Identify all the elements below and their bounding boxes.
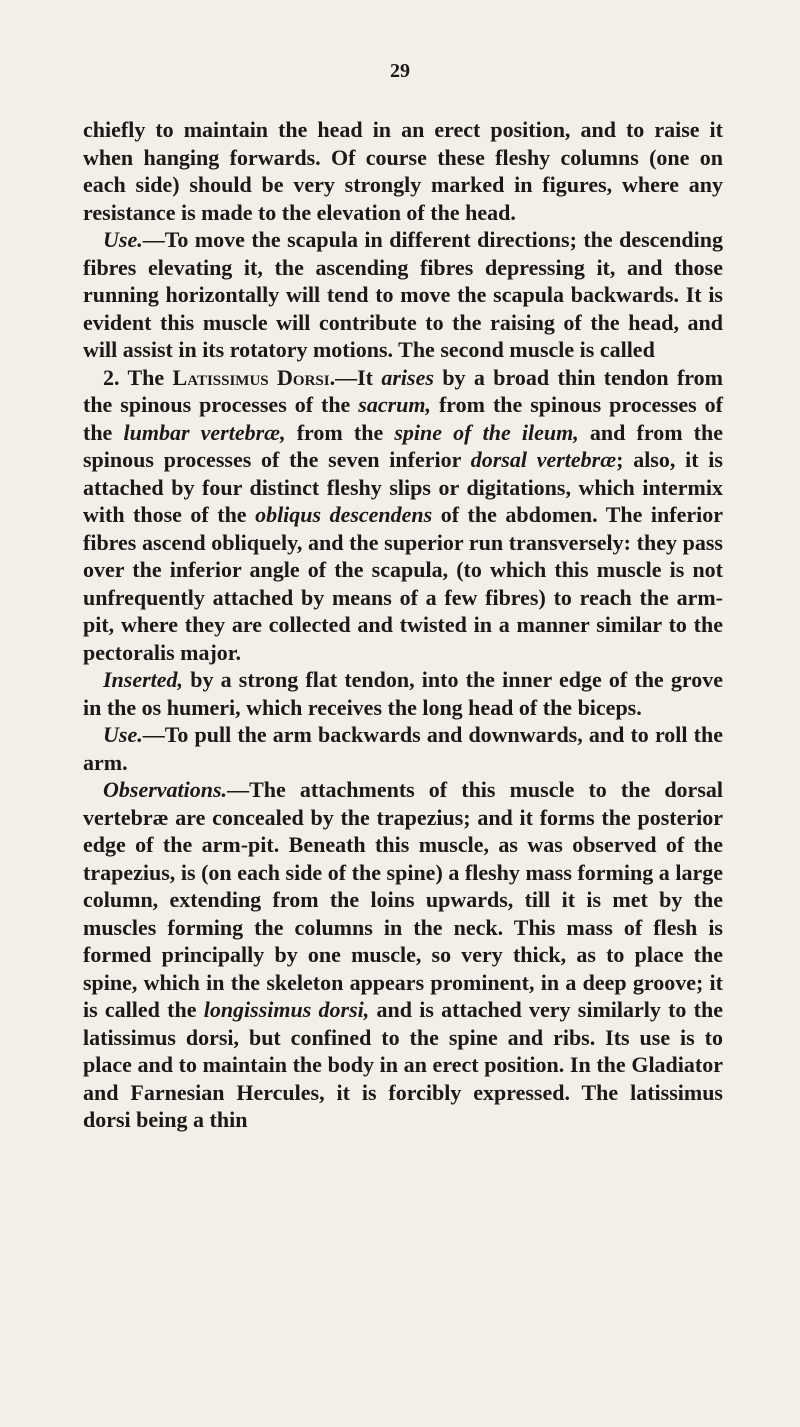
smallcaps-run: Latissimus Dorsi xyxy=(172,364,330,390)
text-run: and is attached very similarly to the latissimus dorsi, but confined to the spine and ribs. Its use is to place and to maintain the body in an erect position. In the Gladiator and Farnesian Hercules, it is forcibly expressed. The latissimus dorsi being a thin xyxy=(83,997,723,1132)
italic-run: obliqus descendens xyxy=(255,502,433,527)
page-number: 29 xyxy=(390,60,410,82)
text-run: from the spinous processes of the xyxy=(83,392,723,445)
italic-run: longissimus dorsi, xyxy=(203,997,370,1022)
text-run: —To move the scapula in different directions; the descending fibres elevating it, the ascending fibres depressing it, and those running horizontally will tend to move the scapula backwards. It is evident this muscle will contribute to the raising of the head, and will assist in its rotatory motions. The second muscle is called xyxy=(83,227,723,362)
text-run: chiefly to maintain the head in an erect position, and to raise it when hanging forwards. Of course these fleshy columns (one on each side) should be very strongly marked in figures, where any resistance is made to the elevation of the head. xyxy=(83,117,723,225)
paragraph xyxy=(83,364,723,667)
italic-run: Use. xyxy=(103,722,143,747)
text-run: ; also, it is attached by four distinct fleshy slips or digitations, which intermix with those of the xyxy=(83,447,723,527)
paragraph xyxy=(83,116,723,226)
text-run: by a strong flat tendon, into the inner edge of the grove in the os humeri, which receives the long head of the biceps. xyxy=(83,667,723,720)
italic-run: Use. xyxy=(103,227,143,252)
paragraph xyxy=(83,666,723,721)
italic-run: arises xyxy=(381,364,434,390)
paragraph xyxy=(83,226,723,364)
italic-run: Inserted, xyxy=(103,667,184,692)
italic-run: spine of the ileum, xyxy=(394,419,579,445)
text-run: of the abdomen. The inferior fibres ascend obliquely, and the superior run transversely: they pass over the inferior angle of the scapula, (to which this muscle is not unfrequently attached by means of a few fibres) to reach the arm-pit, where they are collected and twisted in a manner similar to the pectoralis major. xyxy=(83,502,723,665)
text-run: —To pull the arm backwards and downwards, and to roll the arm. xyxy=(83,722,723,775)
text-run: from the xyxy=(285,419,395,445)
text-run: —The attachments of this muscle to the dorsal vertebræ are concealed by the trapezius; and it forms the posterior edge of the arm-pit. Beneath this muscle, as was observed of the trapezius, is (on each side of the spine) a fleshy mass forming a large column, extending from the loins upwards, till it is met by the muscles forming the columns in the neck. This mass of flesh is formed principally by one muscle, so very thick, as to place the spine, which in the skeleton appears prominent, in a deep groove; it is called the xyxy=(83,777,723,1022)
italic-run: sacrum, xyxy=(358,392,432,417)
text-run: 2. The xyxy=(103,364,173,390)
italic-run: lumbar vertebræ, xyxy=(123,419,286,445)
paragraph xyxy=(83,721,723,776)
text-run: and from the spinous processes of the seven inferior xyxy=(83,419,723,472)
text-run: .—It xyxy=(329,364,382,390)
text-run: by a broad thin tendon from the spinous processes of the xyxy=(83,364,724,417)
body-text xyxy=(83,116,723,1134)
italic-run: Observations. xyxy=(103,777,228,802)
italic-run: dorsal vertebræ xyxy=(470,447,617,472)
paragraph xyxy=(83,776,723,1134)
